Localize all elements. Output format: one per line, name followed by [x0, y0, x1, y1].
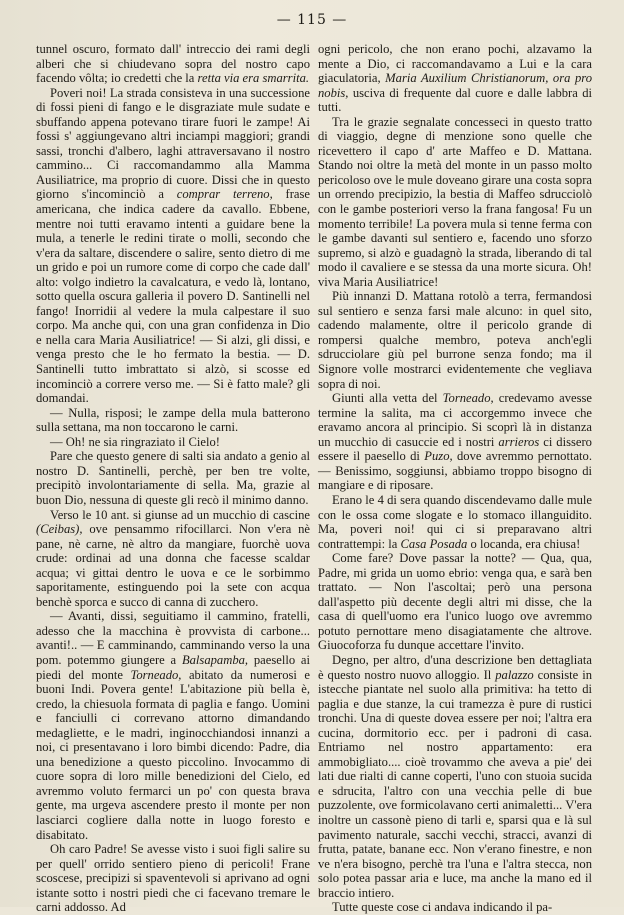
italic-text: palazzo — [495, 667, 534, 682]
italic-text: Casa Posada — [400, 536, 468, 551]
left-column-paragraph: Verso le 10 ant. si giunse ad un mucchio di cascine (Ceibas), ove pensammo rifocillarci. Non v'era nè pane, nè carne, nè altro da mangiare, fuorchè uova crude: ordinai ad una donna che facesse scaldar acqua; vi gittai dentro le uova e ce le sorbimmo saporitamente, estinguendo poi la sete con acqua benchè sporca e succo di canna di zucchero. — [36, 507, 310, 609]
left-column-paragraph: Pare che questo genere di salti sia andato a genio al nostro D. Santinelli, perchè, per ben tre volte, precipitò involontariamente di sella. Ma, grazie al buon Dio, nessuna di queste gli recò il minimo danno. — [36, 449, 310, 507]
italic-text: arrieros — [498, 434, 540, 449]
right-column-paragraph: ogni pericolo, che non erano pochi, alzavamo la mente a Dio, ci raccomandavamo a Lui e la cara giaculatoria, Maria Auxilium Christianorum, ora pro nobis, usciva di frequente dal cuore e dalle labbra di tutti. — [318, 42, 592, 115]
italic-text: Maria Auxilium Christianorum, ora pro nobis, — [318, 71, 592, 100]
italic-text: Torneado, — [130, 667, 182, 682]
left-text-column — [36, 42, 310, 915]
right-column-paragraph: Erano le 4 di sera quando discendevamo dalle mule con le ossa come slogate e lo stomaco illanguidito. Ma, poveri noi! qui ci si preparavano altri contrattempi: la Casa Posada o locanda, era chiusa! — [318, 492, 592, 551]
right-column-paragraph: Degno, per altro, d'una descrizione ben dettagliata è questo nostro nuovo alloggio. Il palazzo consiste in istecche piantate nel suolo alla primitiva: ha tetto di paglia e due stanze, la cui tramezza è pure di rustici tronchi. Una di queste dovea essere per noi; l'altra era cucina, dormitorio ecc. per i padroni di casa. Entriamo nel nostro appartamento: era ammobigliato.... cioè trovammo che aveva a pie' dei lati due rialti di canne coperti, l'uno con stuoia sucida e sdrucita, l'altro con una vecchia pelle di bue puzzolente, ove formicolavano certi animaletti... V'era inoltre un cassonè pieno di tarli e, sparsi qua e là sul pavimento naturale, sacchi vecchi, stracci, avanzi di frutta, patate, banane ecc. Non v'erano finestre, e non ve n'era bisogno, perchè tra l'una e l'altra stecca, non solo potea passar aria e luce, ma anche la mano ed il braccio intiero. — [318, 652, 592, 900]
italic-text: Torneado, — [442, 391, 494, 406]
right-column-paragraph: Tutte queste cose ci andava indicando il pa- — [332, 900, 553, 915]
italic-text: comprar terreno, — [176, 187, 273, 202]
italic-text: Puzo, — [424, 449, 453, 464]
page-number-header: — 115 — — [276, 12, 348, 28]
italic-text: (Ceibas), — [36, 522, 83, 537]
left-column-paragraph: — Avanti, dissi, seguitiamo il cammino, fratelli, adesso che la macchina è provvista di carbone... avanti!.. — E camminando, camminando verso la una pom. potemmo giungere a Balsapamba, paesello ai piedi del monte Torneado, abitato da numerosi e buoni Indi. Povera gente! L'abitazione più bella è, credo, la chiesuola formata di paglia e fango. Uomini e fanciulli ci correvano attorno dimandando medagliette, e le madri, inginocchiandosi innanzi a noi, ci presentavano i loro bimbi dicendo: Padre, dia una benedizione a questo piccolino. Invocammo di cuore sopra di loro mille benedizioni del Cielo, ed avremmo voluto fermarci un po' con questa brava gente, ma urgeva ascendere presto il monte per non lasciarci cogliere dalla notte in luogo foresto e disabitato. — [36, 609, 310, 842]
right-column-paragraph: Giunti alla vetta del Torneado, credevamo avesse termine la salita, ma ci accorgemmo invece che eravamo ancora al principio. Si scoprì là in distanza un mucchio di casuccie ed i nostri arrieros ci dissero essere il paesello di Puzo, dove avremmo pernottato. — Benissimo, soggiunsi, abbiamo troppo bisogno di mangiare e di riposare. — [318, 391, 592, 493]
italic-text: retta via era smarrita. — [197, 71, 310, 86]
left-column-paragraph: tunnel oscuro, formato dall' intreccio dei rami degli alberi che si chiudevano sopra del nostro capo facendo vôlta; io credetti che la retta via era smarrita. — [36, 42, 310, 86]
italic-text: Balsapamba, — [181, 652, 249, 667]
right-text-column — [318, 42, 592, 915]
left-column-paragraph: — Nulla, risposi; le zampe della mula batterono sulla settana, ma non toccarono le carni. — [36, 405, 310, 435]
left-column-paragraph: Poveri noi! La strada consisteva in una successione di fossi pieni di fango e le disgraziate mule sudate e sbuffando appena potevano tirare fuori le zampe! Ai fossi s' aggiungevano altri inciampi maggiori; grandi sassi, tronchi d'albero, laghi attraversavano il nostro cammino... Ci raccomandammo alla Mamma Ausiliatrice, ma proprio di cuore. Dissi che in questo giorno s'incominciò a comprar terreno, frase americana, che indica cadere da cavallo. Ebbene, mentre noi tutti eravamo intenti a guidare bene la mula, a tenerle le redini tirate o molli, secondo che v'era da saltare, discendere o salire, sento dietro di me un grido e poi un rumore come di corpo che cade dall' alto: volgo indietro la cavalcatura, e vedo là, lontano, sotto quella oscura galleria il povero D. Santinelli nel fango! Inorridii al vedere la mula calpestare il suo corpo. Ma anche qui, con una gran confidenza in Dio e nella cara Maria Ausiliatrice! — Si alzi, gli dissi, e venga presto che le ho fermato la bestia. — D. Santinelli tutto imbrattato si alzò, si scosse ed incominciò a correre verso me. — Si è fatto male? gli domandai. — [36, 85, 311, 406]
right-column-paragraph: Tra le grazie segnalate concesseci in questo tratto di viaggio, degne di menzione sono quelle che ricevettero il capo d' arte Maffeo e D. Mattana. Stando noi oltre la metà del monte in un passo molto pericoloso ove le mule doveano girare una costa sopra un orrendo precipizio, la bestia di Maffeo sdrucciolò con le gambe posteriori verso la frana fangosa! Fu un momento terribile! La povera mula si tenne ferma con le gambe davanti sul sentiero e, facendo uno sforzo supremo, si alzò e guadagnò la strada, liberando di tal modo il cavaliere e se stessa da una morte sicura. Oh! viva Maria Ausiliatrice! — [318, 114, 592, 289]
right-column-paragraph: Come fare? Dove passar la notte? — Qua, qua, Padre, mi grida un uomo ebrio: venga qua, e sarà ben trattato. — Non l'ascoltai; però una persona dall'aspetto più decente degli altri mi disse, che la casa di quell'uomo era l'unico luogo ove avremmo potuto pernottare meno disagiatamente che altrove. Giuocoforza fu dunque accettare l'invito. — [318, 551, 592, 653]
right-column-paragraph: Più innanzi D. Mattana rotolò a terra, fermandosi sul sentiero e senza farsi male alcuno: in quel sito, cadendo malamente, oltre il pericolo grande di rompersi qualche membro, poteva anch'egli sdrucciolare giù pel burrone senza fondo; ma il Signore volle mostrarci evidentemente che vegliava sopra di noi. — [318, 289, 592, 391]
left-column-paragraph: — Oh! ne sia ringraziato il Cielo! — [50, 434, 220, 449]
left-column-paragraph: Oh caro Padre! Se avesse visto i suoi figli salire su per quell' orrido sentiero pieno di pericoli! Frane scoscese, precipizi si spaventevoli si aprivano ad ogni istante sotto i nostri piedi che ci facevano tremare le carni addosso. Ad — [36, 842, 310, 915]
